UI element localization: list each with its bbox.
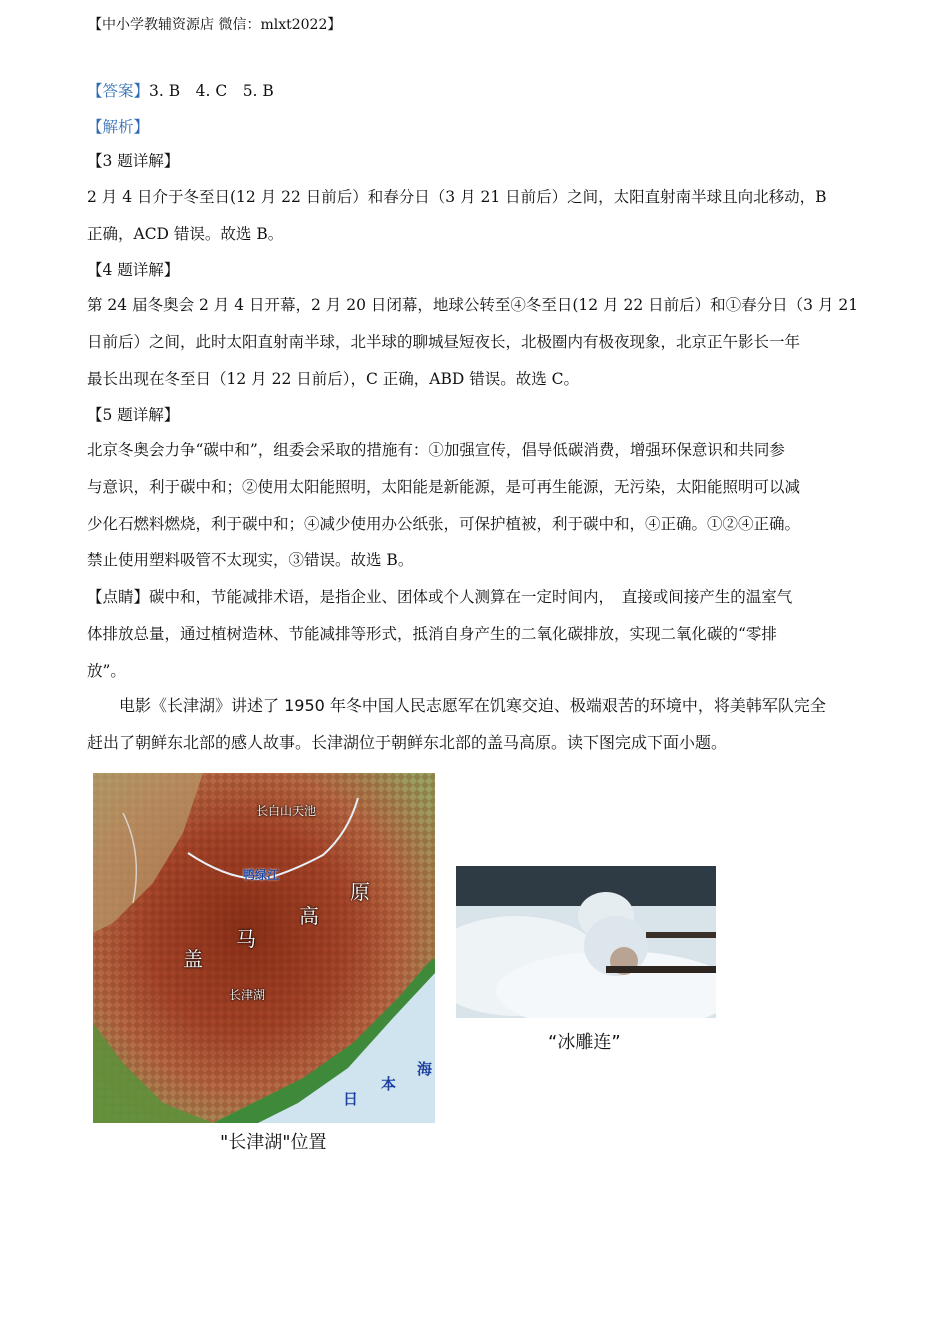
- answer-text: 3. B 4. C 5. B: [149, 82, 274, 100]
- tip-text-1: 碳中和，节能减排术语，是指企业、团体或个人测算在一定时间内， 直接或间接产生的温室气: [149, 588, 793, 606]
- yalu-river-label: 鸭绿江: [243, 868, 280, 882]
- ice-sculpture-photo: [456, 866, 716, 1018]
- q5-title: 【5 题详解】: [87, 406, 180, 424]
- q4-line-3: 最长出现在冬至日（12 月 22 日前后），C 正确，ABD 错误。故选 C。: [87, 370, 579, 388]
- sea-char-1: 日: [343, 1090, 359, 1108]
- answer-line: [87, 81, 274, 101]
- q3-title: 【3 题详解】: [87, 152, 180, 170]
- sea-char-3: 海: [417, 1060, 433, 1078]
- q5-line-4: 禁止使用塑料吸管不太现实，③错误。故选 B。: [87, 551, 414, 569]
- tip-line-2: 体排放总量，通过植树造林、节能减排等形式，抵消自身产生的二氧化碳排放，实现二氧化碳的“零排: [87, 625, 777, 643]
- intro-line-1: 电影《长津湖》讲述了 1950 年冬中国人民志愿军在饥寒交迫、极端艰苦的环境中，将美韩军队完全: [119, 696, 826, 715]
- map-caption: "长津湖"位置: [220, 1132, 327, 1153]
- q5-line-1: 北京冬奥会力争“碳中和”，组委会采取的措施有：①加强宣传，倡导低碳消费，增强环保意识和共同参: [87, 441, 785, 459]
- analysis-tag: 【解析】: [87, 118, 150, 136]
- q5-line-2: 与意识，利于碳中和；②使用太阳能照明，太阳能是新能源，是可再生能源，无污染，太阳能照明可以减: [87, 478, 801, 496]
- q4-title: 【4 题详解】: [87, 261, 180, 279]
- plateau-char-1: 盖: [183, 947, 203, 971]
- q3-line-2: 正确，ACD 错误。故选 B。: [87, 225, 284, 243]
- tip-line-1: [87, 587, 792, 607]
- page-header: 【中小学教辅资源店 微信：mlxt2022】: [88, 17, 342, 33]
- plateau-char-2: 马: [236, 927, 256, 951]
- answer-tag: 【答案】: [87, 82, 150, 100]
- photo-caption: “冰雕连”: [548, 1032, 621, 1053]
- q4-line-2: 日前后）之间，此时太阳直射南半球，北半球的聊城昼短夜长，北极圈内有极夜现象，北京正午影长一年: [87, 333, 801, 351]
- plateau-char-3: 高: [299, 904, 319, 928]
- tianchi-label: 长白山天池: [256, 804, 317, 818]
- changjin-lake-map: [93, 773, 435, 1123]
- plateau-char-4: 原: [350, 880, 370, 904]
- q3-line-1: 2 月 4 日介于冬至日(12 月 22 日前后）和春分日（3 月 21 日前后）之间，太阳直射南半球且向北移动，B: [87, 188, 827, 206]
- q4-line-1: 第 24 届冬奥会 2 月 4 日开幕，2 月 20 日闭幕，地球公转至④冬至日(12 月 22 日前后）和①春分日（3 月 21: [87, 296, 859, 314]
- sea-char-2: 本: [381, 1075, 397, 1093]
- tip-tag: 【点睛】: [87, 588, 150, 606]
- changjin-lake-label: 长津湖: [229, 988, 266, 1002]
- intro-line-2: 赶出了朝鲜东北部的感人故事。长津湖位于朝鲜东北部的盖马高原。读下图完成下面小题。: [87, 733, 728, 752]
- tip-line-3: 放”。: [87, 662, 126, 680]
- q5-line-3: 少化石燃料燃烧，利于碳中和；④减少使用办公纸张，可保护植被，利于碳中和，④正确。①②④正确。: [87, 515, 801, 533]
